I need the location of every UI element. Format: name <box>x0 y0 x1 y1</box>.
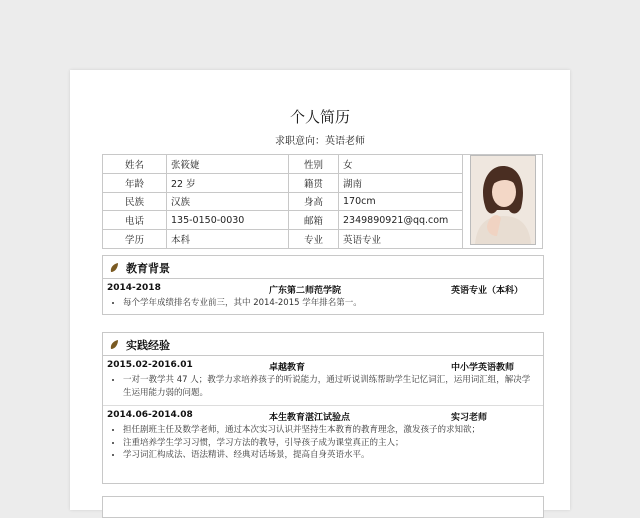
info-label: 籍贯 <box>289 173 339 192</box>
bullet-list <box>103 424 543 466</box>
entry-role: 中小学英语教师 <box>451 363 515 373</box>
education-section <box>102 255 544 315</box>
education-entry <box>103 279 543 297</box>
bullet-list <box>103 374 543 403</box>
list-item: • 担任剧班主任及数学老师，通过本次实习认识并坚持生本教育的教育理念，激发孩子的求知欲； <box>123 424 537 437</box>
info-value: 135-0150-0030 <box>167 211 289 230</box>
section-title: 实践经验 <box>126 339 170 352</box>
info-label: 邮箱 <box>289 211 339 230</box>
entry-org: 卓越教育 <box>269 363 306 373</box>
experience-entry <box>103 356 543 374</box>
leaf-icon <box>110 263 119 273</box>
section-header <box>103 256 543 279</box>
job-objective: 求职意向：英语老师 <box>275 136 365 147</box>
bullet-list <box>103 297 543 314</box>
info-value: 汉族 <box>167 192 289 211</box>
personal-info-table <box>102 154 543 249</box>
entry-date: 2014-2018 <box>107 283 161 293</box>
entry-date: 2014.06-2014.08 <box>107 410 193 420</box>
entry-org: 本生教育湛江试验点 <box>269 413 351 423</box>
info-value: 张筱婕 <box>167 155 289 174</box>
list-item: • 注重培养学生学习习惯，学习方法的教导，引导孩子成为课堂真正的主人； <box>123 437 537 450</box>
info-label: 专业 <box>289 230 339 249</box>
section-header <box>103 333 543 356</box>
info-value: 本科 <box>167 230 289 249</box>
entry-role: 实习老师 <box>451 413 488 423</box>
info-label: 姓名 <box>103 155 167 174</box>
info-label: 电话 <box>103 211 167 230</box>
entry-date: 2015.02-2016.01 <box>107 360 193 370</box>
list-item: • 每个学年成绩排名专业前三，其中 2014-2015 学年排名第一。 <box>123 297 537 310</box>
info-value: 英语专业 <box>339 230 463 249</box>
resume-page <box>70 70 570 510</box>
info-label: 民族 <box>103 192 167 211</box>
list-item: • 学习词汇构成法、语法精讲、经典对话场景，提高自身英语水平。 <box>123 449 537 462</box>
resume-title: 个人简历 <box>289 108 350 126</box>
info-label: 性别 <box>289 155 339 174</box>
portrait-image <box>471 156 535 244</box>
info-value: 女 <box>339 155 463 174</box>
info-label: 身高 <box>289 192 339 211</box>
next-section <box>102 496 544 518</box>
info-value: 湖南 <box>339 173 463 192</box>
info-label: 学历 <box>103 230 167 249</box>
info-label: 年龄 <box>103 173 167 192</box>
photo-cell <box>463 155 543 249</box>
section-title: 教育背景 <box>126 262 170 275</box>
info-value: 170cm <box>339 192 463 211</box>
profile-photo <box>470 155 536 245</box>
info-value: 22 岁 <box>167 173 289 192</box>
entry-role: 英语专业（本科） <box>451 286 524 296</box>
experience-entry <box>103 406 543 424</box>
experience-section <box>102 332 544 484</box>
entry-org: 广东第二师范学院 <box>269 286 342 296</box>
info-row <box>103 155 543 174</box>
info-value: 2349890921@qq.com <box>339 211 463 230</box>
leaf-icon <box>110 340 119 350</box>
list-item: • 一对一教学共 47 人；教学力求培养孩子的听说能力，通过听说训练帮助学生记忆词汇，运用词汇组，解决学生运用能力弱的问题。 <box>123 374 537 399</box>
